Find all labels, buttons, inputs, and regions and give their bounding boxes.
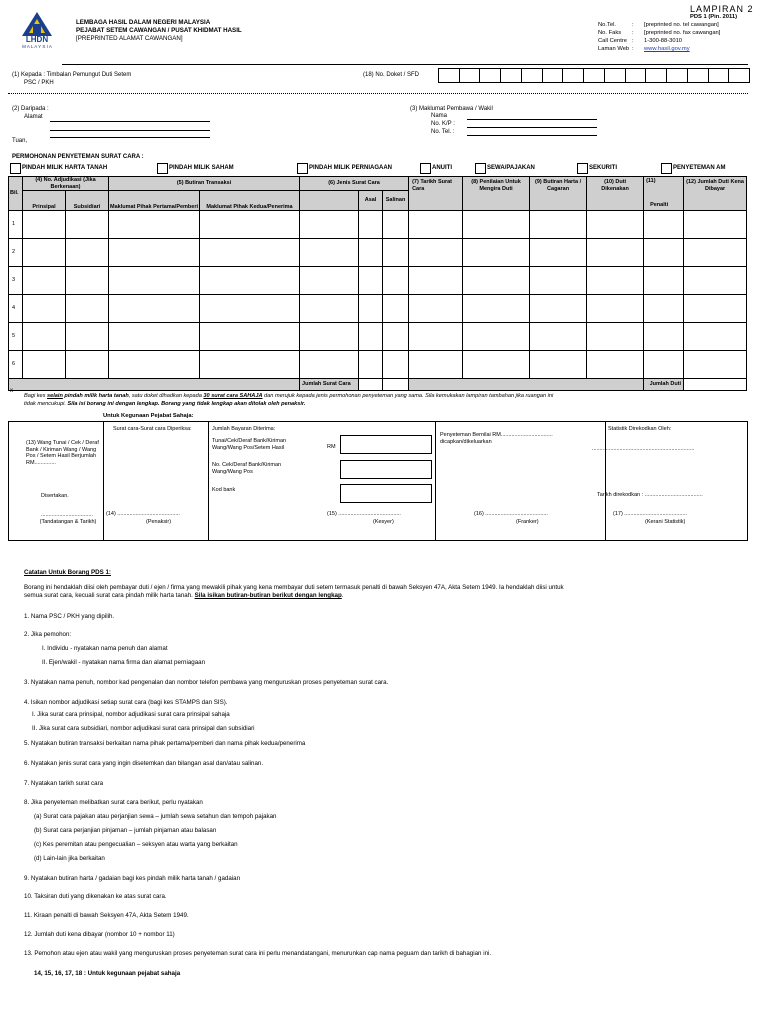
note-item: 1. Nama PSC / PKH yang dipilih. [24, 613, 115, 620]
col-prinsipal: Prinsipal [23, 191, 66, 211]
col-subsidiari: Subsidiari [66, 191, 109, 211]
pembawa-tel-label: No. Tel. : [431, 129, 455, 135]
pembawa-kp-label: No. K/P : [431, 121, 455, 127]
docket-number-boxes[interactable] [438, 68, 750, 83]
col-tarikh: (7) Tarikh Surat Cara [409, 177, 463, 211]
note-item: (c) Kes peremitan atau pengecualian – seksyen atau warta yang berkaitan [34, 841, 238, 848]
note-item: 10. Taksiran duti yang dikenakan ke atas surat cara. [24, 893, 167, 900]
alamat-line-2[interactable] [50, 137, 210, 138]
daripada-line[interactable] [50, 121, 210, 122]
kepada-label: (1) Kepada : Timbalan Pemungut Duti Setem [12, 72, 132, 78]
option-sekuriti: SEKURITI [589, 165, 618, 171]
option-anuiti: ANUITI [432, 165, 452, 171]
note-item: 6. Nyatakan jenis surat cara yang ingin disetemkan dan bilangan asal dan/atau salinan. [24, 760, 264, 767]
note-item: (b) Surat cara perjanjian pinjaman – jumlah pinjaman atau balasan [34, 827, 217, 834]
note-item: 14, 15, 16, 17, 18 : Untuk kegunaan pejabat sahaja [34, 970, 181, 977]
tuan-label: Tuan, [12, 138, 28, 144]
note-item: I. Jika surat cara prinsipal, nombor adjudikasi surat cara prinsipal sahaja [32, 711, 230, 718]
notes-intro-2: semua surat cara, kecuali surat cara pindah milik harta tanah. Sila isikan butiran-butiran berikut dengan lengkap. [24, 592, 344, 599]
option-sewa-pajakan: SEWA/PAJAKAN [487, 165, 535, 171]
note-item: 3. Nyatakan nama penuh, nombor kad pengenalan dan nombor telefon pembawa yang menguruskan proses penyeteman surat cara. [24, 679, 389, 686]
docket-label: (18) No. Doket / SFD [363, 72, 420, 78]
note-item: 12. Jumlah duti kena dibayar (nombor 10 + nombor 11) [24, 931, 175, 938]
total-surat-cara-label: Jumlah Surat Cara [300, 379, 359, 391]
pembawa-kp-line[interactable] [467, 127, 597, 128]
row-number: 5 [9, 323, 23, 351]
note-item: 4. Isikan nombor adjudikasi setiap surat cara (bagi kes STAMPS dan SIS). [24, 699, 228, 706]
checkbox-pindah-milik-harta-tanah[interactable] [10, 163, 21, 174]
signature-dots[interactable]: .................................. [41, 512, 93, 518]
office-address: [PREPRINTED ALAMAT CAWANGAN] [76, 35, 183, 42]
col-jenis-surat-cara: (6) Jenis Surat Cara [300, 177, 409, 191]
penaksir-label: (Penaksir) [146, 519, 172, 525]
penyeteman-value-label-2: dicapkan/dikeluarkan [440, 439, 492, 445]
office-name: PEJABAT SETEM CAWANGAN / PUSAT KHIDMAT HASIL [76, 27, 242, 34]
header-divider [62, 64, 748, 65]
col-penilaian: (8) Penilaian Untuk Mengira Duti [463, 177, 530, 211]
rm-amount-field[interactable] [340, 435, 432, 454]
website-link[interactable]: www.hasil.gov.my [644, 46, 690, 52]
checkbox-sekuriti[interactable] [577, 163, 588, 174]
logo-text: LHDN [25, 35, 49, 44]
statistik-line[interactable]: (17) ......................................... [613, 511, 687, 517]
franker-label: (Franker) [516, 519, 539, 525]
note-item: II. Ejen/wakil - nyatakan nama firma dan alamat perniagaan [42, 659, 206, 666]
note-item: 8. Jika penyeteman melibatkan surat cara berikut, perlu nyatakan [24, 799, 203, 806]
payment-title: Jumlah Bayaran Diterima: [212, 426, 276, 432]
note-item: 7. Nyatakan tarikh surat cara [24, 780, 104, 787]
col-jumlah-duti: (12) Jumlah Duti Kena Dibayar [684, 177, 747, 211]
col-bil: Bil. [9, 177, 23, 211]
table-row[interactable] [9, 239, 747, 267]
col-butiran-transaksi: (5) Butiran Transaksi [109, 177, 300, 191]
kepada-label-2: PSC / PKH [24, 80, 54, 86]
table-row[interactable] [9, 323, 747, 351]
col-penalti-label: Penalti [650, 201, 669, 208]
footnote [24, 392, 553, 408]
statistik-dots[interactable]: ................................................................... [592, 446, 695, 452]
footnote-line-1: Bagi kes selain pindah milik harta tanah, satu doket dihadkan kepada 30 surat cara SAHAJA dan merujuk kepada jenis permohonan penyeteman yang sama. Sila kemukakan lampiran tambahan jika ruangan ini [24, 393, 554, 399]
row-number: 2 [9, 239, 23, 267]
note-item: I. Individu - nyatakan nama penuh dan alamat [42, 645, 168, 652]
total-asal-cell[interactable] [359, 379, 383, 391]
note-item: (a) Surat cara pajakan atau perjanjian sewa – jumlah sewa setahun dan tempoh pajakan [34, 813, 277, 820]
checkbox-sewa-pajakan[interactable] [475, 163, 486, 174]
contact-web: Laman Web : www.hasil.gov.my [598, 46, 690, 52]
penyeteman-value-label: Penyeteman Bernilai RM.................................. [440, 432, 553, 438]
option-penyeteman-am: PENYETEMAN AM [673, 165, 726, 171]
contact-block [598, 21, 720, 53]
option-pindah-milik-harta-tanah: PINDAH MILIK HARTA TANAH [22, 165, 108, 171]
notes-intro [24, 584, 564, 600]
table-row[interactable] [9, 295, 747, 323]
total-duti-cell[interactable] [684, 379, 747, 391]
signature-label: (Tandatangan & Tarikh) [39, 519, 97, 525]
kesyer-line[interactable]: (15) ......................................... [327, 511, 401, 517]
note-item: (d) Lain-lain jika berkaitan [34, 855, 105, 862]
payment-type-label: Tunai/Cek/Deraf Bank/Kiriman Wang/Wang Pos/Setem Hasil [212, 438, 287, 451]
col-butiran-harta: (9) Butiran Harta / Cagaran [530, 177, 587, 211]
total-salinan-cell[interactable] [383, 379, 409, 391]
statistik-title: Statistik Direkodkan Oleh: [608, 426, 672, 432]
note-item: II. Jika surat cara subsidiari, nombor adjudikasi surat cara prinsipal dan subsidiari [32, 725, 255, 732]
bank-code-field[interactable] [340, 484, 432, 503]
logo-subtext: M A L A Y S I A [22, 44, 52, 49]
contact-fax: No. Faks : [preprinted no. fax cawangan] [598, 30, 721, 36]
cash-amount-text: (13) Wang Tunai / Cek / Deraf Bank / Kiriman Wang / Wang Pos / Setem Hasil Berjumlah RM.............. [26, 440, 99, 466]
row-number: 6 [9, 351, 23, 379]
checkbox-pindah-milik-saham[interactable] [157, 163, 168, 174]
col-pihak-pertama: Maklumat Pihak Pertama/Pemberi [109, 191, 200, 211]
alamat-line-1[interactable] [50, 130, 210, 131]
checkbox-anuiti[interactable] [420, 163, 431, 174]
kesyer-label: (Kesyer) [373, 519, 394, 525]
col-duti-dikenakan: (10) Duti Dikenakan [587, 177, 644, 211]
pembawa-tel-line[interactable] [467, 135, 597, 136]
transaction-table [8, 176, 747, 391]
disertakan-label: Disertakan. [41, 493, 69, 499]
note-item: 13. Pemohon atau ejen atau wakil yang menguruskan proses penyeteman surat cara ini perlu menandatangani, menurunkan cap nama peguam dan tarikh di bahagian ini. [24, 950, 492, 957]
office-use-title: Untuk Kegunaan Pejabat Sahaja: [103, 413, 194, 419]
col-adjudikasi: (4) No. Adjudikasi (Jika Berkenaan) [23, 177, 109, 191]
checkbox-penyeteman-am[interactable] [661, 163, 672, 174]
contact-callcentre: Call Centre : 1-300-88-3010 [598, 38, 683, 44]
alamat-label: Alamat [24, 114, 43, 120]
lampiran-label: LAMPIRAN 2 [690, 4, 754, 14]
col-penalti-number: (11) [646, 178, 656, 184]
contact-tel: No.Tel. : [preprinted no. tel cawangan] [598, 22, 719, 28]
section-divider [8, 93, 748, 94]
footnote-mark: x [10, 388, 13, 394]
bank-code-label: Kod bank [212, 487, 236, 493]
org-name: LEMBAGA HASIL DALAM NEGERI MALAYSIA [76, 19, 211, 26]
col-salinan: Salinan [383, 191, 409, 211]
cheque-number-field[interactable] [340, 460, 432, 479]
tarikh-direkodkan[interactable]: Tarikh direkodkan : ...................................... [597, 492, 703, 498]
col-asal: Asal [359, 191, 383, 211]
form-code: PDS 1 (Pin. 2011) [690, 14, 738, 20]
row-number: 1 [9, 211, 23, 239]
note-item: 2. Jika pemohon: [24, 631, 72, 638]
notes-intro-1: Borang ini hendaklah diisi oleh pembayar duti / ejen / firma yang mewakili pihak yang kena membayar duti setem termasuk penalti di bawah Seksyen 47A, Akta Setem 1949. Ia hendaklah diisi untuk [24, 584, 564, 591]
col-penalti [644, 177, 684, 211]
total-duti-label: Jumlah Duti [644, 379, 684, 391]
row-number: 3 [9, 267, 23, 295]
checkbox-pindah-milik-perniagaan[interactable] [297, 163, 308, 174]
penaksir-title: Surat cara-Surat cara Diperiksa: [113, 426, 192, 432]
note-item: 11. Kiraan penalti di bawah Seksyen 47A, Akta Setem 1949. [24, 912, 189, 919]
note-item: 5. Nyatakan butiran transaksi berkaitan nama pihak pertama/pemberi dan nama pihak kedua/penerima [24, 740, 306, 747]
col-jenis-blank [300, 191, 359, 211]
option-pindah-milik-perniagaan: PINDAH MILIK PERNIAGAAN [309, 165, 393, 171]
pembawa-nama-line[interactable] [467, 119, 597, 120]
cheque-number-label: No. Cek/Deraf Bank/Kiriman Wang/Wang Pos [212, 462, 282, 475]
table-row[interactable] [9, 211, 747, 239]
table-row[interactable] [9, 267, 747, 295]
row-number: 4 [9, 295, 23, 323]
statistik-label: (Kerani Statistik) [645, 519, 686, 525]
table-header-row [9, 177, 747, 191]
penaksir-line[interactable]: (14) ......................................... [106, 511, 180, 517]
daripada-label: (2) Daripada : [12, 106, 49, 112]
franker-line[interactable]: (16) ......................................... [474, 511, 548, 517]
table-row[interactable] [9, 351, 747, 379]
note-item: 9. Nyatakan butiran harta / gadaian bagi kes pindah milik harta tanah / gadaian [24, 875, 241, 882]
table-total-row [9, 379, 747, 391]
option-pindah-milik-saham: PINDAH MILIK SAHAM [169, 165, 234, 171]
col-pihak-kedua: Maklumat Pihak Kedua/Penerima [200, 191, 300, 211]
pembawa-nama-label: Nama [431, 113, 448, 119]
permohonan-title: PERMOHONAN PENYETEMAN SURAT CARA : [12, 154, 144, 160]
footnote-line-2: tidak mencukupi. Sila isi borang ini dengan lengkap. Borang yang tidak lengkap akan ditolak oleh penaksir. [24, 401, 306, 407]
notes-title: Catatan Untuk Borang PDS 1: [24, 569, 111, 576]
rm-label: RM [327, 444, 336, 450]
maklumat-pembawa-label: (3) Maklumat Pembawa / Wakil [410, 106, 493, 112]
